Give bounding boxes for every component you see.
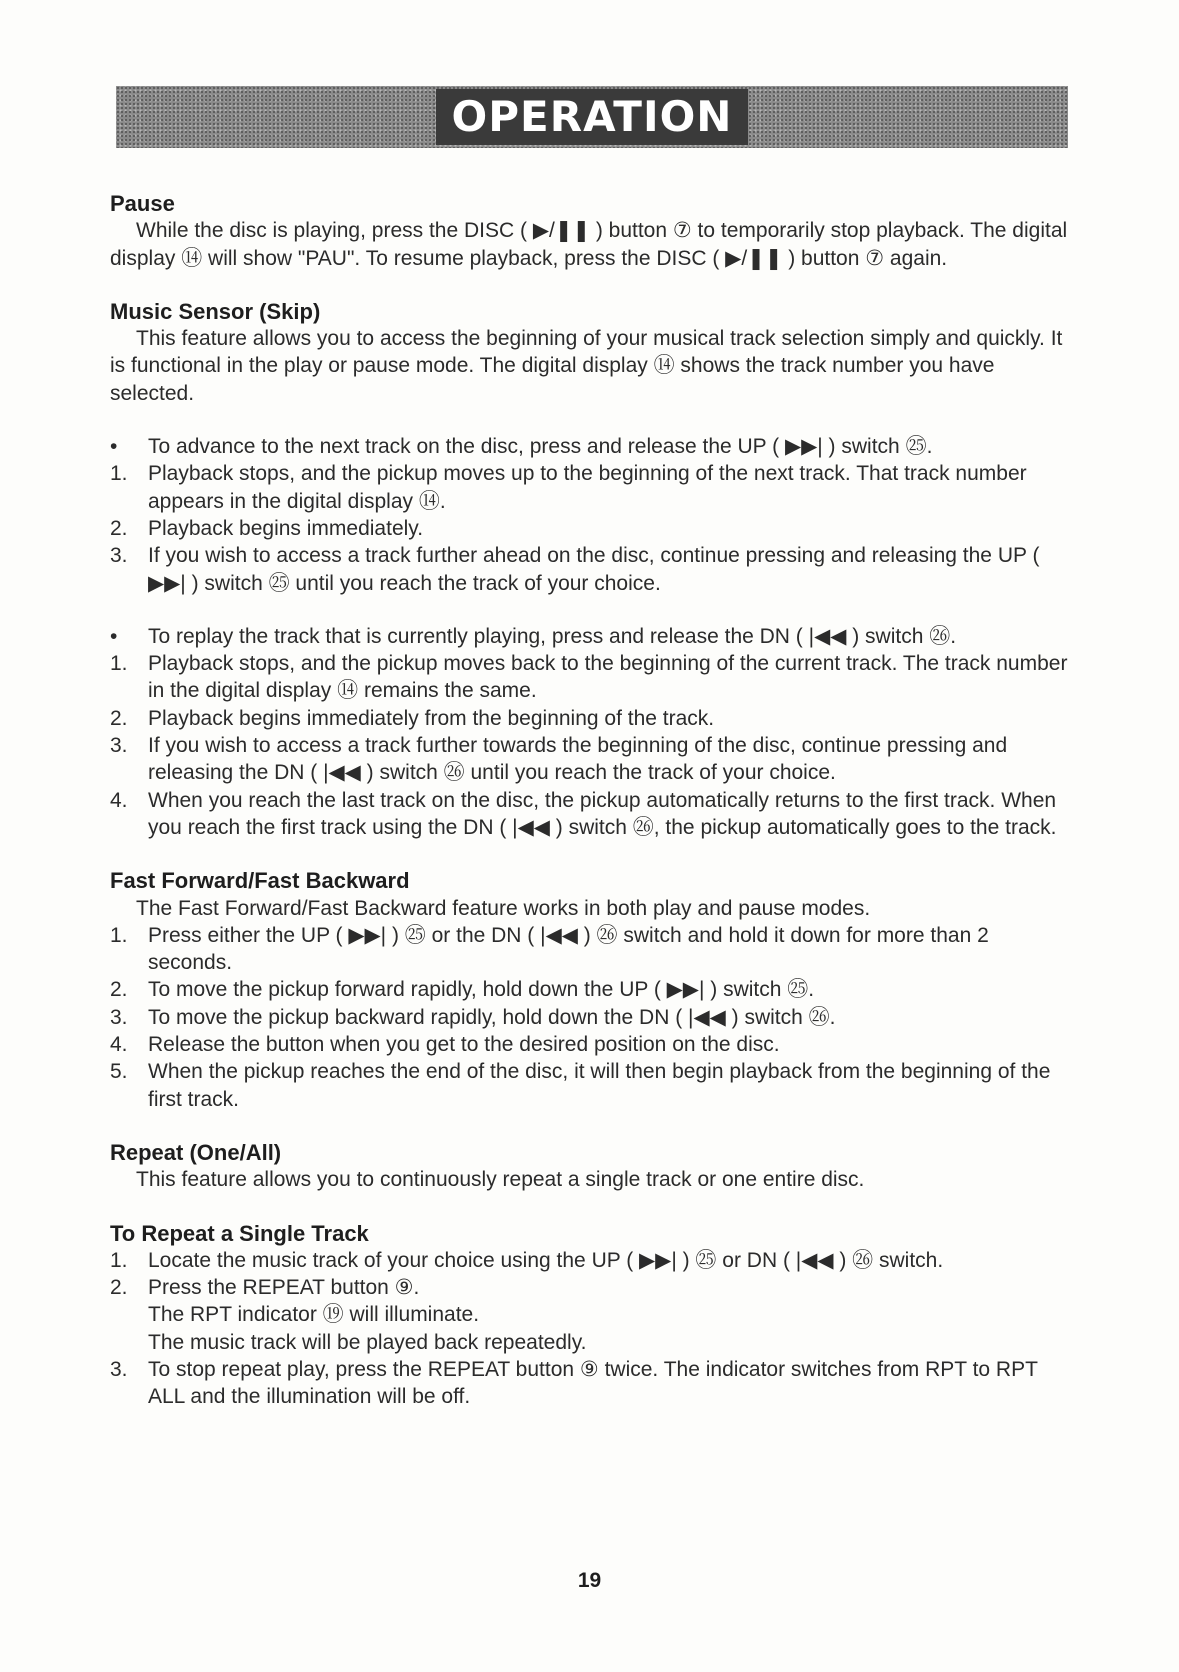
list-item <box>110 650 1070 705</box>
repeat-heading: Repeat (One/All) <box>110 1139 282 1165</box>
list-item <box>110 732 1070 787</box>
pause-heading: Pause <box>110 191 175 216</box>
list-item <box>110 1274 1070 1301</box>
step-number: 1. <box>110 462 128 486</box>
dn-bullet-text: To replay the track that is currently playing, press and release the DN ( |◀◀ ) switch ㉖. <box>148 624 957 648</box>
list-item <box>110 1058 1070 1113</box>
list-item <box>110 1356 1070 1411</box>
repeat-single-heading: To Repeat a Single Track <box>110 1220 369 1246</box>
step-text: Press the REPEAT button ⑨. <box>148 1276 420 1300</box>
step-number: 4. <box>110 788 128 812</box>
step-text: When you reach the last track on the disc, the pickup automatically returns to the first track. When you reach the first track using the DN ( |◀◀ ) switch ㉖, the pickup automatically goes to the track. <box>148 788 1057 839</box>
step-number: 2. <box>110 516 128 540</box>
music-sensor-paragraph: This feature allows you to access the beginning of your musical track selection simply and quickly. It is functional in the play or pause mode. The digital display ⑭ shows the track number you have selected. <box>110 327 1063 405</box>
step-text: To stop repeat play, press the REPEAT button ⑨ twice. The indicator switches from RPT to RPT ALL and the illumination will be off. <box>148 1357 1038 1409</box>
music-sensor-heading: Music Sensor (Skip) <box>110 298 321 324</box>
repeat-paragraph: This feature allows you to continuously repeat a single track or one entire disc. <box>136 1168 865 1192</box>
list-item <box>110 433 1070 460</box>
step-number: 3. <box>110 1005 128 1029</box>
step-text: To move the pickup backward rapidly, hold down the DN ( |◀◀ ) switch ㉖. <box>148 1005 836 1029</box>
fast-forward-paragraph: The Fast Forward/Fast Backward feature works in both play and pause modes. <box>136 896 871 920</box>
page-content <box>110 190 1070 1411</box>
list-item <box>110 976 1070 1003</box>
list-item <box>110 1031 1070 1058</box>
step-text: When the pickup reaches the end of the disc, it will then begin playback from the beginning of the first track. <box>148 1060 1051 1111</box>
step-text: Playback stops, and the pickup moves up to the beginning of the next track. That track number appears in the digital display ⑭. <box>148 462 1027 513</box>
step-number: 5. <box>110 1060 128 1084</box>
list-item <box>110 515 1070 542</box>
step-number: 2. <box>110 1276 128 1300</box>
step-text: Locate the music track of your choice using the UP ( ▶▶| ) ㉕ or DN ( |◀◀ ) ㉖ switch. <box>148 1248 944 1272</box>
step-number: 1. <box>110 652 128 676</box>
list-item <box>110 787 1070 842</box>
pause-paragraph: While the disc is playing, press the DISC ( ▶/❚❚ ) button ⑦ to temporarily stop playback. The digital display ⑭ will show "PAU". To resume playback, press the DISC ( ▶/❚❚ ) button ⑦ again. <box>110 219 1068 270</box>
page-number: 19 <box>577 1569 602 1592</box>
step-number: 3. <box>110 734 128 758</box>
list-item <box>110 542 1070 597</box>
step-text: Playback stops, and the pickup moves back to the beginning of the current track. The track number in the digital display ⑭ remains the same. <box>148 652 1068 703</box>
list-item <box>110 1247 1070 1274</box>
list-item <box>110 1004 1070 1031</box>
step-number: 2. <box>110 978 128 1002</box>
step-subline: The music track will be played back repeatedly. <box>148 1330 587 1354</box>
list-item <box>110 623 1070 650</box>
step-text: Press either the UP ( ▶▶| ) ㉕ or the DN ( |◀◀ ) ㉖ switch and hold it down for more than 2 seconds. <box>148 923 989 975</box>
up-bullet-text: To advance to the next track on the disc, press and release the UP ( ▶▶| ) switch ㉕. <box>148 435 933 459</box>
step-text: To move the pickup forward rapidly, hold down the UP ( ▶▶| ) switch ㉕. <box>148 978 815 1002</box>
step-number: 3. <box>110 1357 128 1381</box>
step-subline: The RPT indicator ⑲ will illuminate. <box>148 1303 480 1327</box>
section-title: OPERATION <box>436 89 749 145</box>
step-text: Playback begins immediately. <box>148 516 424 540</box>
step-text: Playback begins immediately from the beginning of the track. <box>148 706 715 730</box>
step-number: 1. <box>110 923 128 947</box>
bullet-marker: • <box>110 435 118 459</box>
step-text: If you wish to access a track further ahead on the disc, continue pressing and releasing the UP ( ▶▶| ) switch ㉕ until you reach the track of your choice. <box>148 544 1040 595</box>
fast-forward-heading: Fast Forward/Fast Backward <box>110 868 410 894</box>
step-number: 4. <box>110 1033 128 1057</box>
list-item <box>110 922 1070 977</box>
bullet-marker: • <box>110 624 118 648</box>
list-item <box>110 460 1070 515</box>
step-number: 1. <box>110 1248 128 1272</box>
list-item <box>110 705 1070 732</box>
step-number: 3. <box>110 544 128 568</box>
step-number: 2. <box>110 706 128 730</box>
section-banner <box>116 86 1068 148</box>
step-text: Release the button when you get to the desired position on the disc. <box>148 1033 780 1057</box>
step-text: If you wish to access a track further towards the beginning of the disc, continue pressing and releasing the DN ( |◀◀ ) switch ㉖ until you reach the track of your choice. <box>148 734 1008 785</box>
